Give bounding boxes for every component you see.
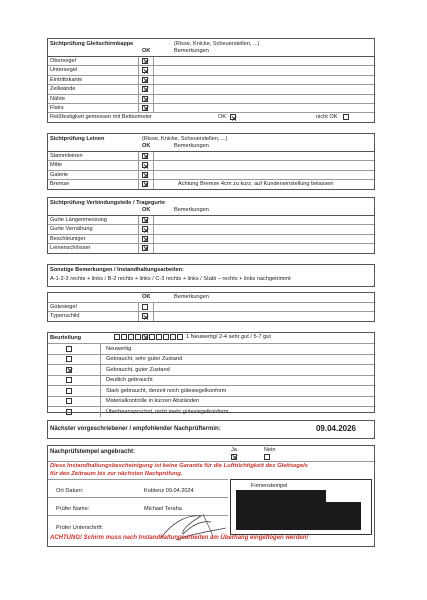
option-label: Deutlich gebraucht [106,377,153,383]
column-divider [138,235,139,243]
next-check-label: Nächster vorgeschriebener / empfohlender Nachprüftermin: [50,426,221,432]
check-row [48,234,374,243]
column-divider [100,397,101,407]
ok-checkbox[interactable] [142,313,148,319]
assessment-option [48,344,374,354]
column-divider [153,76,154,84]
ok-checkbox[interactable] [142,96,148,102]
ok-header: OK [142,207,151,213]
column-divider [100,376,101,386]
section-subtitle: (Risse, Knicke, Scheuerstellen, ...) [174,41,260,47]
section-assessment [47,332,375,413]
assessment-options [48,344,374,417]
row-label: Zellwände [50,86,76,93]
ok-checkbox[interactable] [142,77,148,83]
column-divider [153,161,154,169]
check-row [48,103,374,112]
column-divider [153,85,154,93]
row-label: Obersegel [50,58,76,64]
check-row [48,311,374,320]
ok-checkbox[interactable] [142,162,148,168]
option-label: Gebraucht, guter Zustand [106,366,170,373]
column-divider [100,407,101,417]
company-stamp-label: Firmenstempel [251,483,288,489]
ok-header: OK [142,143,151,149]
scale-checkbox[interactable] [149,334,155,340]
remarks-header: Bemerkungen [174,48,209,54]
disclaimer-line-2: für den Zeitraum bis zur nächsten Nachprüfung. [50,471,183,477]
check-row [48,75,374,84]
section-title: Sichtprüfung Leinen [50,136,105,142]
remarks-text: A-1-2-3 rechts + links / B-2 rechts + links / C-3 rechts + links / Stabi – rechts + links nachgetrimmt [50,276,291,282]
remarks-header: Bemerkungen [174,294,209,300]
section-labels [47,292,375,322]
column-divider [153,216,154,224]
column-divider [138,152,139,160]
option-label: Stark gebraucht, derzeit noch gütesiegelkonform [106,387,227,394]
stamp-ja-checkbox[interactable] [231,454,237,460]
stamp-nein-checkbox[interactable] [264,454,270,460]
check-row [48,152,374,160]
ok-checkbox[interactable] [142,245,148,251]
remarks-header: Bemerkungen [174,143,209,149]
check-row [48,65,374,74]
ok-checkbox[interactable] [142,236,148,242]
option-label: Überbeanspruchnt, nicht mehr gütesiegelkonform [106,408,229,415]
row-label: Gütesiegel [50,304,77,310]
ok-checkbox[interactable] [142,304,148,310]
row-label: Bremse [50,181,70,188]
option-checkbox[interactable] [66,377,72,383]
column-divider [153,66,154,74]
next-check-box [47,420,375,439]
stamp-section [47,445,375,547]
ok-checkbox[interactable] [142,172,148,178]
rows [48,152,374,189]
check-row [48,160,374,169]
scale-checkbox[interactable] [121,334,127,340]
assessment-option [48,385,374,396]
column-divider [138,161,139,169]
scale-checkbox[interactable] [135,334,141,340]
row-label: Gurte Längenmessung [50,217,107,223]
row-label: Untersegel [50,67,78,74]
column-divider [100,386,101,396]
column-divider [138,225,139,233]
section-lines-check [47,133,375,190]
column-divider [138,244,139,252]
stamp-redaction [291,502,361,530]
check-row [48,84,374,93]
check-row [48,216,374,224]
tear-notok-label: nicht OK [316,114,338,121]
column-divider [138,171,139,179]
stamp-label: Nachprüfstempel angebracht: [50,449,136,455]
labels-header-row [48,293,374,302]
warning-text: ACHTUNG! Schirm muss nach Instandhaltungsarbeiten am Überhang eingeflogen werden! [50,535,309,541]
check-row [48,303,374,311]
column-divider [100,365,101,375]
ok-checkbox[interactable] [142,105,148,111]
option-checkbox[interactable] [66,367,72,373]
option-checkbox[interactable] [66,356,72,362]
check-row [48,170,374,179]
option-checkbox[interactable] [66,398,72,404]
row-label: Stammleinen [50,153,83,159]
option-checkbox[interactable] [66,346,72,352]
divider [48,497,228,498]
tester-label: Prüfer Name: [56,506,90,512]
check-row [48,179,374,188]
column-divider [100,355,101,365]
assessment-option [48,396,374,407]
ok-checkbox[interactable] [142,153,148,159]
scale-checkbox[interactable] [170,334,176,340]
check-row [48,243,374,252]
row-label: Nähte [50,95,65,102]
section-title: Sichtprüfung Verbindungsteile / Tragegurte [50,200,165,206]
tear-ok-label: OK [218,114,227,121]
section-header [48,39,374,57]
column-divider [138,303,139,311]
assessment-option [48,375,374,386]
check-row [48,94,374,103]
column-divider [153,104,154,112]
tear-strength-label: Reißfestigkeit gemessen mit Bettsometer [50,114,152,121]
row-label: Typenschild [50,313,80,320]
column-divider [153,180,154,188]
assessment-option [48,354,374,365]
ok-checkbox[interactable] [142,67,148,73]
column-divider [138,312,139,320]
tear-notok-checkbox[interactable] [343,114,349,120]
ok-header: OK [142,48,151,54]
rows [48,302,374,321]
remarks-header: Bemerkungen [174,207,209,213]
scale-checkbox[interactable] [114,334,120,340]
column-divider [138,216,139,224]
scale-checkbox[interactable] [128,334,134,340]
section-other-remarks [47,264,375,287]
option-label: Gebraucht, sehr guter Zustand [106,356,183,362]
ok-checkbox[interactable] [142,181,148,187]
scale-checkbox[interactable] [142,334,148,340]
row-label: Leinenschlösser [50,245,91,252]
row-label: Gurte Vernähung [50,226,93,233]
column-divider [153,235,154,243]
column-divider [100,344,101,354]
column-divider [153,57,154,65]
column-divider [138,95,139,103]
option-checkbox[interactable] [66,388,72,394]
disclaimer-line-1: Diese Instandhaltungsbescheinigung ist keine Garantie für die Lufttüchtigkeit des Gleitsegels [50,463,309,469]
column-divider [153,95,154,103]
section-subtitle: (Risse, Knicke, Scheuerstellen, ...) [142,136,228,142]
row-label: Galerie [50,171,69,178]
rating-scale [114,334,271,340]
row-label: Eintrittskante [50,76,83,83]
column-divider [138,180,139,188]
row-label: Beschleuniger [50,235,86,242]
divider [48,479,228,480]
scale-checkbox[interactable] [163,334,169,340]
tester-value: Michael Teraha [144,506,182,512]
ok-checkbox[interactable] [142,217,148,223]
option-label: Materialkontrolle in kurzen Abständen [106,398,200,404]
rows [48,57,374,112]
place-value: Koblenz 09.04.2024 [144,488,194,494]
ja-label: Ja [231,447,237,453]
scale-text: 1 Neuwertig/ 2-4 sehr gut / 5-7 gut [186,334,271,341]
section-title: Beurteilung [50,335,82,341]
section-header [48,134,374,152]
assessment-option [48,364,374,375]
column-divider [138,85,139,93]
ok-checkbox[interactable] [142,226,148,232]
ok-header: OK [142,294,151,300]
divider [48,461,374,462]
ok-checkbox[interactable] [142,86,148,92]
row-label: Flairs [50,104,64,111]
row-label: Mitte [50,162,63,169]
scale-checkbox[interactable] [177,334,183,340]
tear-strength-row [48,112,374,121]
column-divider [153,312,154,320]
column-divider [138,104,139,112]
section-title: Sonstige Bemerkungen / Instandhaltungsarbeiten: [50,267,184,273]
section-title: Sichtprüfung Gleitschirmkappe [50,41,134,47]
option-label: Neuwertig [106,345,132,352]
row-note: Achtung Bremse 4cm zu kurz, auf Kundeneinstellung belassen [178,181,334,188]
place-label: Ort Datum: [56,488,84,494]
check-row [48,57,374,65]
section-header [48,198,374,216]
section-risers-check [47,197,375,254]
column-divider [153,171,154,179]
rows [48,216,374,253]
scale-checkbox[interactable] [156,334,162,340]
option-checkbox[interactable] [66,409,72,415]
check-row [48,224,374,233]
column-divider [138,57,139,65]
next-check-date: 09.04.2026 [315,424,356,433]
column-divider [153,303,154,311]
assessment-option [48,406,374,417]
column-divider [153,152,154,160]
column-divider [153,244,154,252]
column-divider [138,66,139,74]
column-divider [153,225,154,233]
nein-label: Nein [264,447,276,453]
company-stamp-box [230,479,372,535]
tear-ok-checkbox[interactable] [230,114,236,120]
ok-checkbox[interactable] [142,58,148,64]
column-divider [138,76,139,84]
signature-label: Prüfer Unterschrift: [56,525,103,531]
section-canopy-check [47,38,375,123]
